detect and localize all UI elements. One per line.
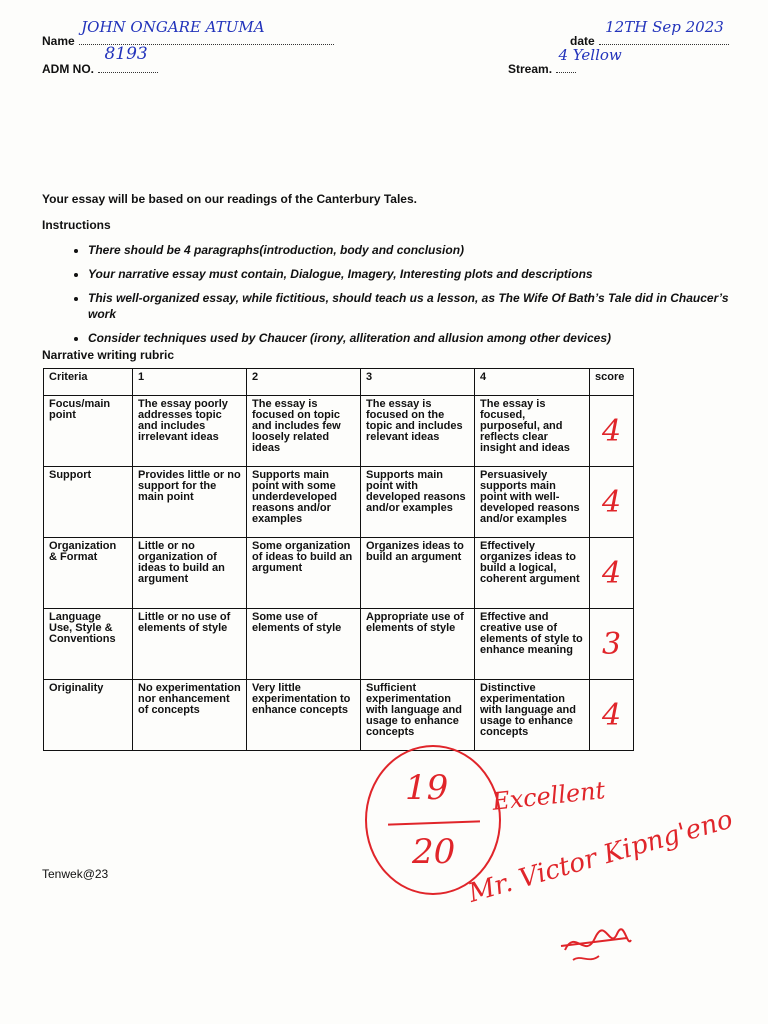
table-header-row bbox=[44, 369, 634, 396]
level-1-cell: Little or no use of elements of style bbox=[133, 609, 247, 680]
level-3-cell: Organizes ideas to build an argument bbox=[361, 538, 475, 609]
name-value: JOHN ONGARE ATUMA bbox=[81, 18, 265, 36]
instruction-item: • Your narrative essay must contain, Dialogue, Imagery, Interesting plots and descriptions bbox=[88, 266, 732, 282]
score-cell: 4 bbox=[590, 680, 634, 751]
stream-value: 4 Yellow bbox=[558, 46, 622, 64]
level-4-cell: Effectively organizes ideas to build a logical, coherent argument bbox=[475, 538, 590, 609]
level-3-cell: Sufficient experimentation with language and usage to enhance concepts bbox=[361, 680, 475, 751]
level-4-cell: Effective and creative use of elements of style to enhance meaning bbox=[475, 609, 590, 680]
level-1-cell: Little or no organization of ideas to build an argument bbox=[133, 538, 247, 609]
table-row bbox=[44, 680, 634, 751]
rubric-title: Narrative writing rubric bbox=[42, 348, 175, 362]
score-cell: 4 bbox=[590, 396, 634, 467]
teacher-name: Mr. Victor Kipng'eno bbox=[465, 804, 737, 909]
level-2-cell: Some organization of ideas to build an argument bbox=[247, 538, 361, 609]
table-row bbox=[44, 396, 634, 467]
level-2-cell: Very little experimentation to enhance concepts bbox=[247, 680, 361, 751]
grade-numerator: 19 bbox=[405, 768, 449, 808]
adm-value: 8193 bbox=[104, 44, 148, 64]
instruction-item: • Consider techniques used by Chaucer (irony, alliteration and allusion among other devices) bbox=[88, 330, 732, 346]
rubric-table bbox=[43, 368, 634, 751]
criteria-cell: Support bbox=[44, 467, 133, 538]
table-row bbox=[44, 538, 634, 609]
instructions-list-wrap bbox=[42, 242, 732, 354]
level-2-cell: Some use of elements of style bbox=[247, 609, 361, 680]
header-level-2: 2 bbox=[247, 369, 361, 396]
instructions-list bbox=[42, 242, 732, 346]
level-4-cell: The essay is focused, purposeful, and reflects clear insight and ideas bbox=[475, 396, 590, 467]
table-row bbox=[44, 467, 634, 538]
instructions-title: Instructions bbox=[42, 218, 111, 232]
level-3-cell: Appropriate use of elements of style bbox=[361, 609, 475, 680]
name-field bbox=[42, 18, 342, 50]
grade-denominator: 20 bbox=[412, 832, 456, 872]
criteria-cell: Language Use, Style & Conventions bbox=[44, 609, 133, 680]
criteria-cell: Focus/main point bbox=[44, 396, 133, 467]
date-label: date bbox=[570, 34, 595, 48]
instruction-item: • This well-organized essay, while fictitious, should teach us a lesson, as The Wife Of Bath’s Tale did in Chaucer’s work bbox=[88, 290, 732, 322]
level-2-cell: The essay is focused on topic and includes few loosely related ideas bbox=[247, 396, 361, 467]
name-label: Name bbox=[42, 34, 75, 48]
header-level-3: 3 bbox=[361, 369, 475, 396]
level-3-cell: Supports main point with developed reasons and/or examples bbox=[361, 467, 475, 538]
level-1-cell: No experimentation nor enhancement of concepts bbox=[133, 680, 247, 751]
table-row bbox=[44, 609, 634, 680]
stream-label: Stream. bbox=[508, 62, 553, 76]
level-4-cell: Persuasively supports main point with well-developed reasons and/or examples bbox=[475, 467, 590, 538]
intro-text: Your essay will be based on our readings of the Canterbury Tales. bbox=[42, 192, 417, 206]
teacher-signature bbox=[555, 920, 635, 970]
grade-remark: Excellent bbox=[490, 776, 607, 816]
adm-field bbox=[42, 44, 242, 78]
adm-label: ADM NO. bbox=[42, 62, 94, 76]
instruction-item: • There should be 4 paragraphs(introduction, body and conclusion) bbox=[88, 242, 732, 258]
stream-field bbox=[508, 46, 708, 78]
level-3-cell: The essay is focused on the topic and includes relevant ideas bbox=[361, 396, 475, 467]
score-cell: 4 bbox=[590, 467, 634, 538]
date-value: 12TH Sep 2023 bbox=[605, 18, 724, 36]
footer-text: Tenwek@23 bbox=[42, 867, 109, 881]
level-4-cell: Distinctive experimentation with language and usage to enhance concepts bbox=[475, 680, 590, 751]
score-cell: 3 bbox=[590, 609, 634, 680]
header-level-1: 1 bbox=[133, 369, 247, 396]
criteria-cell: Originality bbox=[44, 680, 133, 751]
level-1-cell: Provides little or no support for the main point bbox=[133, 467, 247, 538]
header-criteria: Criteria bbox=[44, 369, 133, 396]
score-cell: 4 bbox=[590, 538, 634, 609]
header-level-4: 4 bbox=[475, 369, 590, 396]
header-score: score bbox=[590, 369, 634, 396]
level-1-cell: The essay poorly addresses topic and includes irrelevant ideas bbox=[133, 396, 247, 467]
criteria-cell: Organization & Format bbox=[44, 538, 133, 609]
level-2-cell: Supports main point with some underdeveloped reasons and/or examples bbox=[247, 467, 361, 538]
